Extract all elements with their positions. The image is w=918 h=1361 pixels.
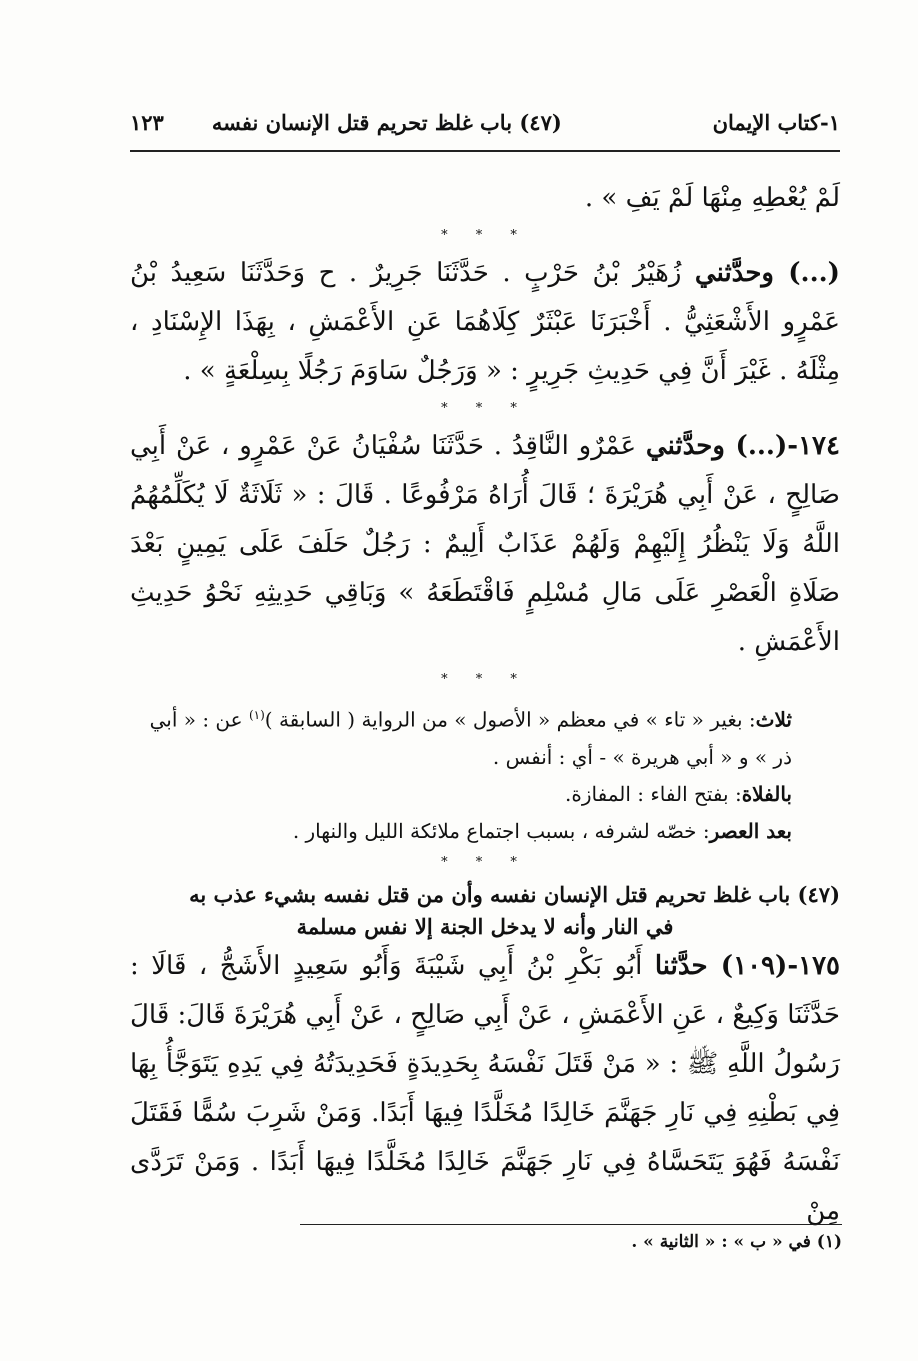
chapter-title-line2: في النار وأنه لا يدخل الجنة إلا نفس مسلمة [296, 913, 674, 939]
hadith-body: زُهَيْرُ بْنُ حَرْبٍ . حَدَّثَنَا جَرِيرٌ . ح وَحَدَّثَنَا سَعِيدُ بْنُ عَمْرٍو الأَشْعَثِيُّ . أَخْبَرَنَا عَبْثَرٌ كِلَاهُمَا عَنِ الأَعْمَشِ ، بِهَذَا الإِسْنَادِ ، مِثْلَهُ . غَيْرَ أَنَّ فِي حَدِيثِ جَرِيرٍ : « وَرَجُلٌ سَاوَمَ رَجُلًا بِسِلْعَةٍ » . [130, 258, 840, 386]
chapter-title: (٤٧) باب غلظ تحريم قتل الإنسان نفسه وأن من قتل نفسه بشيء عذب به [189, 881, 840, 907]
footnote: (١) في « ب » : « الثانية » . [631, 1232, 842, 1252]
hadith-paragraph [130, 249, 840, 396]
explanations [130, 697, 840, 850]
separator-stars: * * * [441, 672, 529, 687]
running-header [130, 110, 840, 152]
hadith-paragraph [130, 422, 840, 667]
separator-stars: * * * [441, 401, 529, 416]
hadith-heading: ١٧٤-(...) وحدَّثني [645, 431, 840, 461]
explanation-line: ثلاث: بغير « تاء » في معظم « الأصول » من الرواية ( السابقة )$^{(١)}$ عن : « أبي ذر » و « أبي هريرة » - أي : أنفس . [149, 707, 792, 769]
explanation-line: بالفلاة: بفتح الفاء : المفازة. [564, 781, 792, 806]
page [130, 110, 840, 1236]
hadith-heading: ١٧٥-(١٠٩) حدَّثنا [654, 950, 841, 981]
book-title: ١-كتاب الإيمان [712, 110, 840, 135]
footnote-divider [300, 1224, 842, 1225]
continuation-text: لَمْ يُعْطِهِ مِنْهَا لَمْ يَفِ » . [584, 183, 840, 213]
hadith-body: أَبُو بَكْرِ بْنُ أَبِي شَيْبَةَ وَأَبُو سَعِيدٍ الأَشَجُّ ، قَالَا : حَدَّثَنَا وَكِيعٌ ، عَنِ الأَعْمَشِ ، عَنْ أَبِي صَالِحٍ ، عَنْ أَبِي هُرَيْرَةَ قَالَ: قَالَ رَسُولُ اللَّهِ ﷺ : « مَنْ قَتَلَ نَفْسَهُ بِحَدِيدَةٍ فَحَدِيدَتُهُ فِي يَدِهِ يَتَوَجَّأُ بِهَا فِي بَطْنِهِ فِي نَارِ جَهَنَّمَ خَالِدًا مُخَلَّدًا فِيهَا أَبَدًا. وَمَنْ شَرِبَ سُمًّا فَقَتَلَ نَفْسَهُ فَهُوَ يَتَحَسَّاهُ فِي نَارِ جَهَنَّمَ خَالِدًا مُخَلَّدًا فِيهَا أَبَدًا . وَمَنْ تَرَدَّى مِنْ [130, 950, 840, 1226]
page-number: ١٢٣ [130, 110, 164, 135]
separator-stars: * * * [441, 228, 529, 243]
separator-stars: * * * [441, 854, 529, 870]
explanation-line: بعد العصر: خصّه لشرفه ، بسبب اجتماع ملائكة الليل والنهار . [292, 818, 792, 843]
hadith-body: عَمْرٌو النَّاقِدُ . حَدَّثَنَا سُفْيَانُ عَنْ عَمْرٍو ، عَنْ أَبِي صَالِحٍ ، عَنْ أَبِي هُرَيْرَةَ ؛ قَالَ أُرَاهُ مَرْفُوعًا . قَالَ : « ثَلَاثَةٌ لَا يُكَلِّمُهُمُ اللَّهُ وَلَا يَنْظُرُ إِلَيْهِمْ وَلَهُمْ عَذَابٌ أَلِيمٌ : رَجُلٌ حَلَفَ عَلَى يَمِينٍ بَعْدَ صَلَاةِ الْعَصْرِ عَلَى مَالِ مُسْلِمٍ فَاقْتَطَعَهُ » وَبَاقِي حَدِيثِهِ نَحْوُ حَدِيثِ الأَعْمَشِ . [130, 431, 840, 657]
hadith-paragraph [130, 942, 840, 1236]
hadith-heading: (...) وحدَّثني [694, 258, 840, 288]
chapter-header: (٤٧) باب غلظ تحريم قتل الإنسان نفسه [211, 110, 562, 135]
